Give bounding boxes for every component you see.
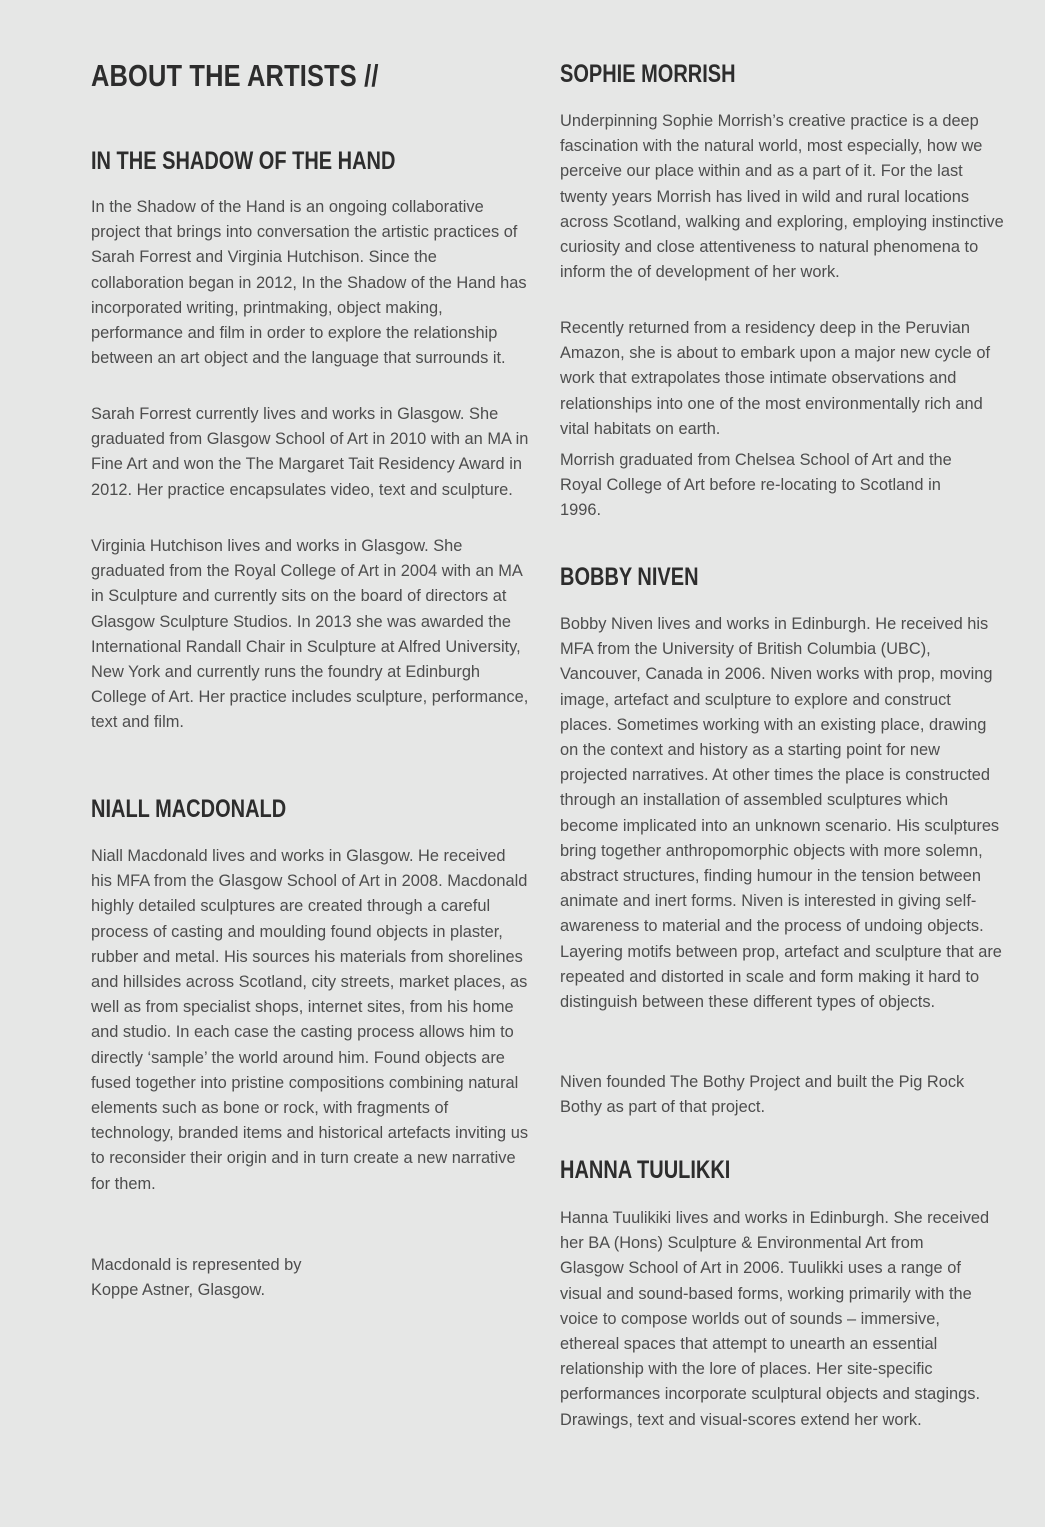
page-title: ABOUT THE ARTISTS // [91, 58, 379, 93]
section-heading-hanna: HANNA TUULIKKI [560, 1156, 731, 1184]
show-through-shape [785, 58, 1015, 88]
section-heading-niall: NIALL MACDONALD [91, 795, 287, 823]
paragraph: Hanna Tuulikiki lives and works in Edinburgh. She received her BA (Hons) Sculpture & Environmental Art from Glasgow School of Art in 2006. Tuulikki uses a range of visual and sound-based forms, working primarily with the voice to compose worlds out of sounds – immersive, ethereal spaces that attempt to unearth an essential relationship with the lore of places. Her site-specific performances incorporate sculptural objects and stagings. Drawings, text and visual-scores extend her work. [560, 1209, 990, 1429]
paragraph: Underpinning Sophie Morrish’s creative practice is a deep fascination with the natural world, most especially, how we perceive our place within and as a part of it. For the last twenty years Morrish has lived in wild and rural locations across Scotland, walking and exploring, employing instinctive curiosity and close attentiveness to natural phenomena to inform the of development of her work. [560, 112, 1004, 282]
paragraph: In the Shadow of the Hand is an ongoing collaborative project that brings into conversation the artistic practices of Sarah Forrest and Virginia Hutchison. Since the collaboration began in 2012, In the Shadow of the Hand has incorporated writing, printmaking, object making, performance and film in order to explore the relationship between an art object and the language that surrounds it. [91, 198, 527, 368]
paragraph: Sarah Forrest currently lives and works in Glasgow. She graduated from Glasgow School of Art in 2010 with an MA in Fine Art and won the The Margaret Tait Residency Award in 2012. Her practice encapsulates video, text and sculpture. [91, 405, 529, 499]
paragraph: Niven founded The Bothy Project and built the Pig Rock Bothy as part of that project. [560, 1073, 965, 1117]
paragraph: Niall Macdonald lives and works in Glasgow. He received his MFA from the Glasgow School of Art in 2008. Macdonald highly detailed sculptures are created through a careful process of casting and moulding found objects in plaster, rubber and metal. His sources his materials from shorelines and hillsides across Scotland, city streets, market places, as well as from specialist shops, internet sites, from his home and studio. In each case the casting process allows him to directly ‘sample’ the world around him. Found objects are fused together into pristine compositions combining natural elements such as bone or rock, with fragments of technology, branded items and historical artefacts inviting us to reconsider their origin and in turn create a new narrative for them. [91, 847, 529, 1193]
section-heading-sophie: SOPHIE MORRISH [560, 60, 736, 88]
section-heading-bobby: BOBBY NIVEN [560, 563, 699, 591]
show-through-shape [390, 58, 540, 88]
section-heading-shadow: IN THE SHADOW OF THE HAND [91, 147, 396, 175]
paragraph: Morrish graduated from Chelsea School of Art and the Royal College of Art before re-locating to Scotland in 1996. [560, 451, 952, 520]
paragraph: Recently returned from a residency deep in the Peruvian Amazon, she is about to embark upon a major new cycle of work that extrapolates those intimate observations and relationships into one of the most environmentally rich and vital habitats on earth. [560, 319, 991, 438]
paragraph: Bobby Niven lives and works in Edinburgh. He received his MFA from the University of British Columbia (UBC), Vancouver, Canada in 2006. Niven works with prop, moving image, artefact and sculpture to explore and construct places. Sometimes working with an existing place, drawing on the context and history as a starting point for new projected narratives. At other times the place is constructed through an installation of assembled sculptures which become implicated into an unknown scenario. His sculptures bring together anthropomorphic objects with more solemn, abstract structures, finding humour in the tension between animate and inert forms. Niven is interested in giving self-awareness to material and the process of undoing objects. Layering motifs between prop, artefact and sculpture that are repeated and distorted in scale and form making it hard to distinguish between these different types of objects. [560, 615, 1002, 1012]
paragraph: Virginia Hutchison lives and works in Glasgow. She graduated from the Royal College of Art in 2004 with an MA in Sculpture and currently sits on the board of directors at Glasgow Sculpture Studios. In 2013 she was awarded the International Randall Chair in Sculpture at Alfred University, New York and currently runs the foundry at Edinburgh College of Art. Her practice includes sculpture, performance, text and film. [91, 537, 529, 732]
paragraph: Macdonald is represented by Koppe Astner, Glasgow. [91, 1256, 302, 1300]
